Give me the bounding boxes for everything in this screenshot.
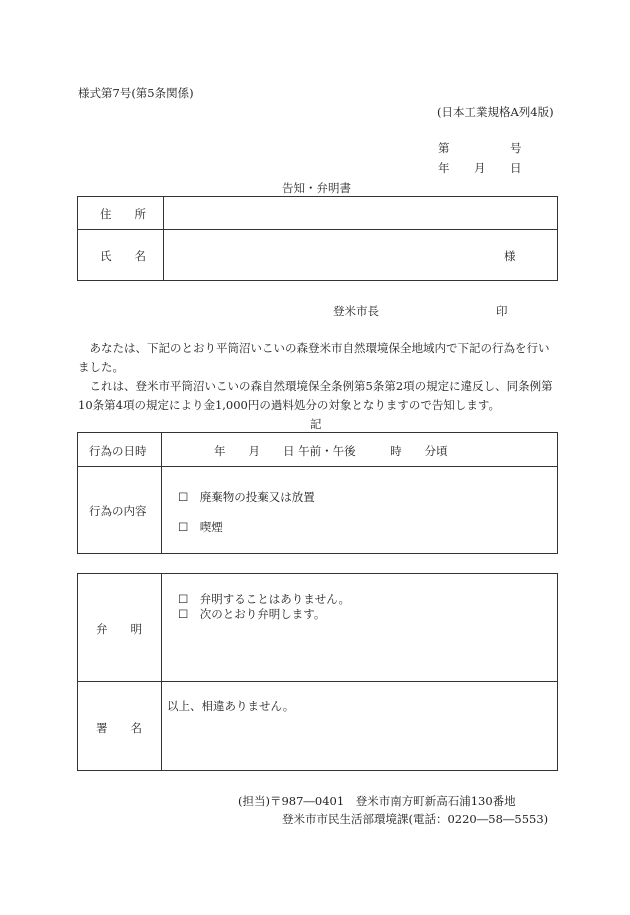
date-day: 日 bbox=[510, 161, 522, 175]
mayor-title: 登米市長 bbox=[333, 304, 379, 318]
notice-paragraph-1: あなたは、下記のとおり平筒沼いこいの森登米市自然環境保全地域内で下記の行為を行いました。 bbox=[78, 341, 550, 374]
recipient-table bbox=[77, 196, 558, 281]
name-label: 氏 名 bbox=[100, 249, 146, 263]
act-option-dumping: ☐ 廃棄物の投棄又は放置 bbox=[178, 490, 315, 504]
defense-label: 弁 明 bbox=[96, 622, 142, 636]
document-number-prefix: 第 bbox=[438, 141, 450, 155]
act-content-label: 行為の内容 bbox=[89, 504, 147, 518]
note-mark: 記 bbox=[310, 417, 322, 431]
signature-statement: 以上、相違ありません。 bbox=[167, 699, 295, 713]
defense-table bbox=[77, 573, 558, 771]
contact-department: 登米市市民生活部環境課(電話：0220―58―5553) bbox=[282, 812, 549, 826]
defense-option-none: ☐ 弁明することはありません。 bbox=[178, 592, 350, 606]
contact-address: (担当)〒987―0401 登米市南方町新高石浦130番地 bbox=[238, 794, 516, 808]
act-option-smoking: ☐ 喫煙 bbox=[178, 520, 223, 534]
document-title: 告知・弁明書 bbox=[282, 181, 351, 195]
honorific: 様 bbox=[504, 249, 516, 263]
act-table bbox=[77, 432, 558, 554]
form-number: 様式第7号(第5条関係) bbox=[78, 86, 194, 100]
date-month: 月 bbox=[474, 161, 486, 175]
act-datetime-value: 年 月 日 午前・午後 時 分頃 bbox=[214, 444, 448, 458]
document-number-suffix: 号 bbox=[510, 141, 522, 155]
act-datetime-label: 行為の日時 bbox=[89, 444, 147, 458]
signature-label: 署 名 bbox=[96, 721, 142, 735]
seal-mark: 印 bbox=[496, 304, 508, 318]
defense-option-explain: ☐ 次のとおり弁明します。 bbox=[178, 607, 326, 621]
address-label: 住 所 bbox=[100, 207, 146, 221]
date-year: 年 bbox=[438, 161, 450, 175]
notice-paragraph-2: これは、登米市平筒沼いこいの森自然環境保全条例第5条第2項の規定に違反し、同条例第10条第4項の規定により金1,000円の過料処分の対象となりますので告知します。 bbox=[78, 379, 553, 412]
paper-size: (日本工業規格A列4版) bbox=[437, 105, 554, 119]
